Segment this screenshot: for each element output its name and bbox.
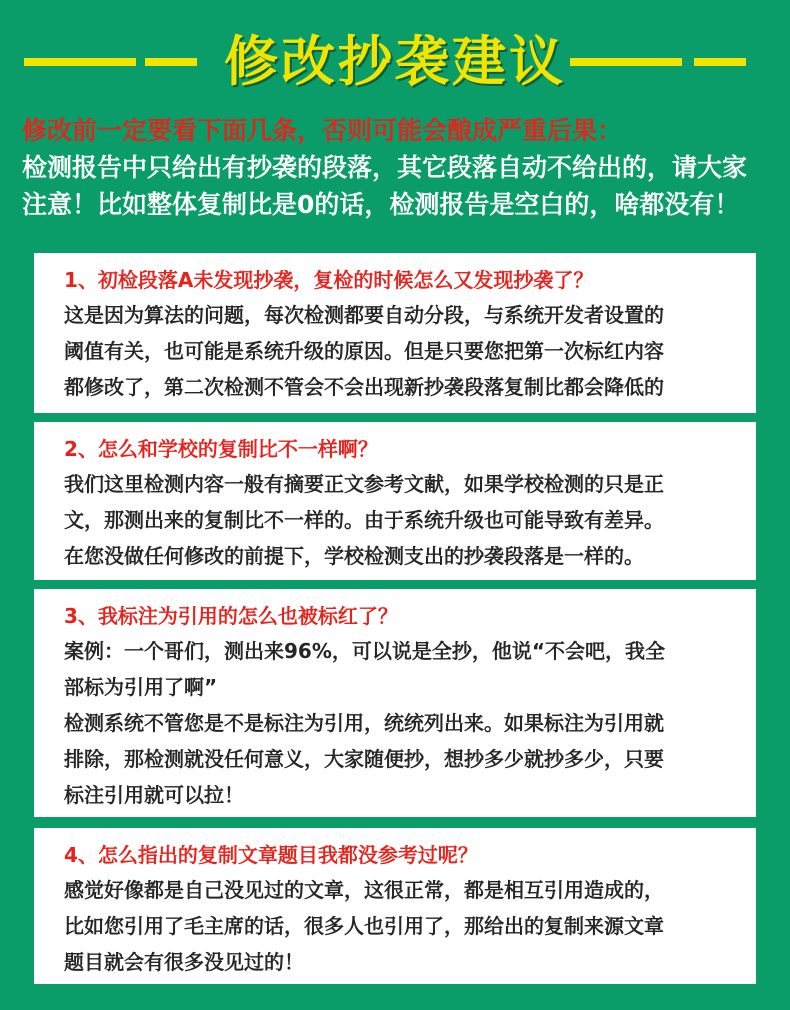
faq-answer-line: 检测系统不管您是不是标注为引用，统统列出来。如果标注为引用就 — [64, 711, 664, 735]
faq-question: 3、我标注为引用的怎么也被标红了？ — [64, 604, 398, 628]
faq-answer-line: 都修改了，第二次检测不管会不会出现新抄袭段落复制比都会降低的 — [64, 375, 664, 399]
faq-question: 4、怎么指出的复制文章题目我都没参考过呢？ — [64, 843, 478, 867]
faq-card-3 — [34, 589, 756, 817]
intro-section — [22, 112, 782, 223]
faq-answer-line: 我们这里检测内容一般有摘要正文参考文献，如果学校检测的只是正 — [64, 472, 664, 496]
faq-question: 1、初检段落A未发现抄袭，复检的时候怎么又发现抄袭了？ — [64, 268, 594, 292]
faq-answer-line: 文，那测出来的复制比不一样的。由于系统升级也可能导致有差异。 — [64, 508, 664, 532]
faq-card-4 — [34, 828, 756, 984]
faq-answer-line: 在您没做任何修改的前提下，学校检测支出的抄袭段落是一样的。 — [64, 544, 644, 568]
faq-card-1 — [34, 253, 756, 413]
warning-text: 修改前一定要看下面几条，否则可能会酿成严重后果： — [22, 116, 623, 145]
page-title: 修改抄袭建议 — [224, 30, 566, 93]
faq-answer-line: 阈值有关，也可能是系统升级的原因。但是只要您把第一次标红内容 — [64, 339, 664, 363]
faq-answer-line: 标注引用就可以拉！ — [64, 783, 244, 807]
intro-line: 注意！比如整体复制比是0的话，检测报告是空白的，啥都没有！ — [22, 190, 740, 219]
faq-answer-line: 排除，那检测就没任何意义，大家随便抄，想抄多少就抄多少，只要 — [64, 747, 664, 771]
faq-answer-line: 这是因为算法的问题，每次检测都要自动分段，与系统开发者设置的 — [64, 303, 664, 327]
intro-line: 检测报告中只给出有抄袭的段落，其它段落自动不给出的，请大家 — [22, 153, 748, 182]
faq-answer-line: 感觉好像都是自己没见过的文章，这很正常，都是相互引用造成的， — [64, 878, 664, 902]
faq-answer-line: 部标为引用了啊” — [64, 675, 218, 699]
faq-question: 2、怎么和学校的复制比不一样啊？ — [64, 437, 378, 461]
faq-card-2 — [34, 422, 756, 580]
header — [0, 22, 790, 102]
faq-answer-line: 比如您引用了毛主席的话，很多人也引用了，那给出的复制来源文章 — [64, 914, 664, 938]
faq-answer-line: 题目就会有很多没见过的！ — [64, 950, 304, 974]
faq-answer-line: 案例：一个哥们，测出来96%，可以说是全抄，他说“不会吧，我全 — [64, 639, 666, 663]
